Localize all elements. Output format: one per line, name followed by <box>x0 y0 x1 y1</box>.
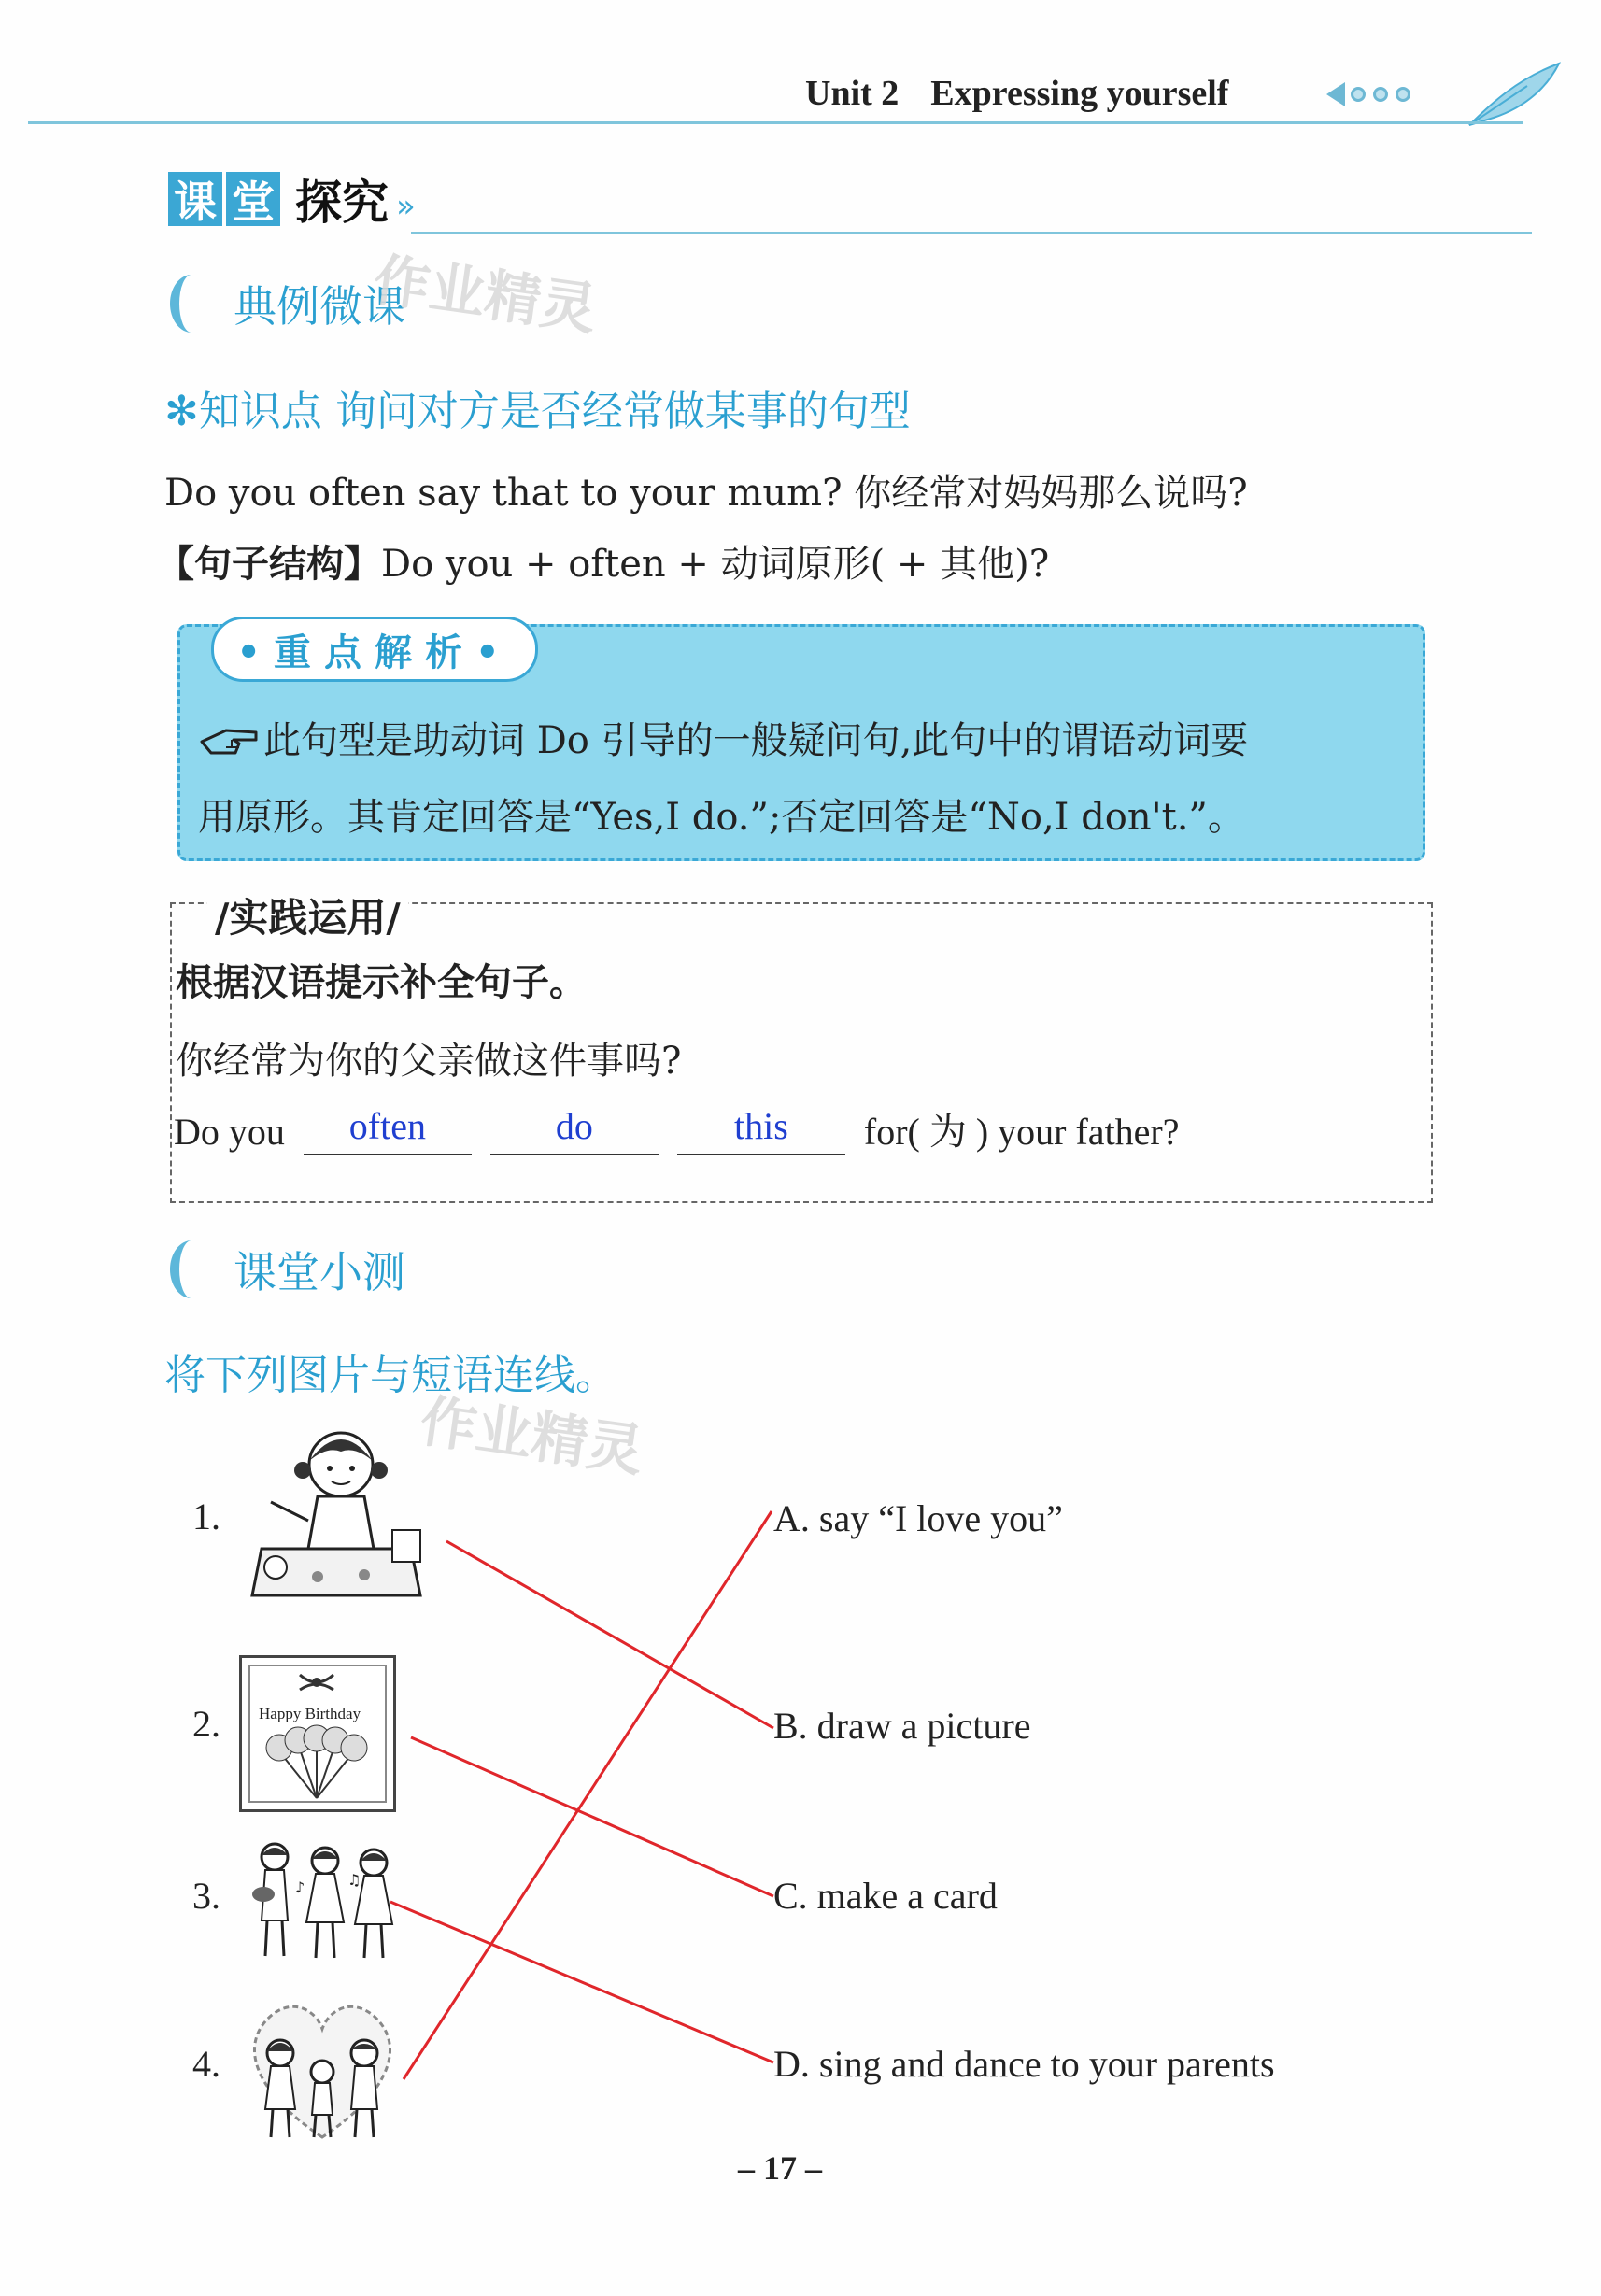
family-heart-picture <box>234 1988 411 2147</box>
card-drawing <box>242 1658 393 1809</box>
watermark: 作业精灵 <box>416 1388 648 1485</box>
dot-icon <box>1351 87 1366 102</box>
match-line-4-a <box>404 1511 772 2079</box>
example-lesson-title: 典例微课 <box>234 281 405 332</box>
option-c: C. make a card <box>773 1875 998 1917</box>
watermark: 作业精灵 <box>369 247 602 344</box>
practice-instruction: 根据汉语提示补全句子。 <box>176 961 587 1004</box>
dot-icon <box>1396 87 1410 102</box>
quiz-heading <box>170 1239 405 1300</box>
girl-drawing-picture <box>234 1418 439 1614</box>
item-number: 2. <box>192 1703 220 1745</box>
children-singing-dancing-picture <box>239 1836 407 1967</box>
sentence-structure <box>157 534 1049 588</box>
quiz-title: 课堂小测 <box>234 1247 405 1297</box>
section-title: 探究 <box>295 176 389 230</box>
match-line-3-d <box>390 1902 773 2062</box>
svg-text:♪: ♪ <box>295 1878 305 1896</box>
practice-title: /实践运用/ <box>207 887 408 943</box>
item-number: 1. <box>192 1495 220 1538</box>
header-title <box>805 73 1228 114</box>
sentence-start: Do you <box>174 1111 285 1153</box>
item-number: 3. <box>192 1875 220 1917</box>
analysis-pill: •重点解析• <box>211 617 538 682</box>
match-line-2-c <box>411 1737 773 1896</box>
dot-icon <box>1373 87 1388 102</box>
example-sentence: Do you often say that to your mum? 你经常对妈妈那么说吗? <box>164 472 1248 515</box>
section-underline <box>411 232 1532 234</box>
triangle-left-icon <box>1326 82 1345 106</box>
fill-in-sentence <box>174 1102 1180 1155</box>
section-heading <box>168 168 416 230</box>
match-line-1-b <box>446 1541 773 1728</box>
pointing-hand-icon <box>198 721 260 758</box>
item-number: 4. <box>192 2043 220 2085</box>
quiz-instruction: 将下列图片与短语连线。 <box>164 1352 616 1399</box>
analysis-line-1: 此句型是助动词 Do 引导的一般疑问句,此句中的谓语动词要 <box>263 719 1249 762</box>
section-box-char: 堂 <box>226 172 280 226</box>
practice-prompt: 你经常为你的父亲做这件事吗? <box>176 1040 682 1083</box>
section-box-char: 课 <box>168 172 222 226</box>
option-b: B. draw a picture <box>773 1705 1031 1747</box>
unit-label: Unit 2 <box>805 74 900 113</box>
answer-blank[interactable]: do <box>490 1105 659 1155</box>
structure-label: 【句子结构】 <box>157 543 381 586</box>
crescent-icon <box>170 275 213 333</box>
option-a: A. say “I love you” <box>773 1497 1063 1539</box>
svg-text:♫: ♫ <box>347 1871 361 1889</box>
page-number: – 17 – <box>738 2149 822 2187</box>
birthday-card-picture <box>239 1655 396 1812</box>
header-divider <box>28 121 1523 124</box>
knowledge-point: ✻知识点 询问对方是否经常做某事的句型 <box>164 388 911 435</box>
unit-title: Expressing yourself <box>930 74 1229 113</box>
double-chevron-icon: » <box>396 188 416 225</box>
analysis-line-2: 用原形。其肯定回答是“Yes,I do.”;否定回答是“No,I don't.”。 <box>198 796 1245 839</box>
crescent-icon <box>170 1240 213 1298</box>
structure-formula: Do you + often + 动词原形( + 其他)? <box>381 543 1050 586</box>
card-text: Happy Birthday <box>259 1705 361 1722</box>
option-d: D. sing and dance to your parents <box>773 2043 1275 2085</box>
answer-blank[interactable]: often <box>304 1105 472 1155</box>
header-dots <box>1326 82 1418 106</box>
sentence-end: for( 为 ) your father? <box>863 1111 1180 1153</box>
answer-blank[interactable]: this <box>677 1105 845 1155</box>
